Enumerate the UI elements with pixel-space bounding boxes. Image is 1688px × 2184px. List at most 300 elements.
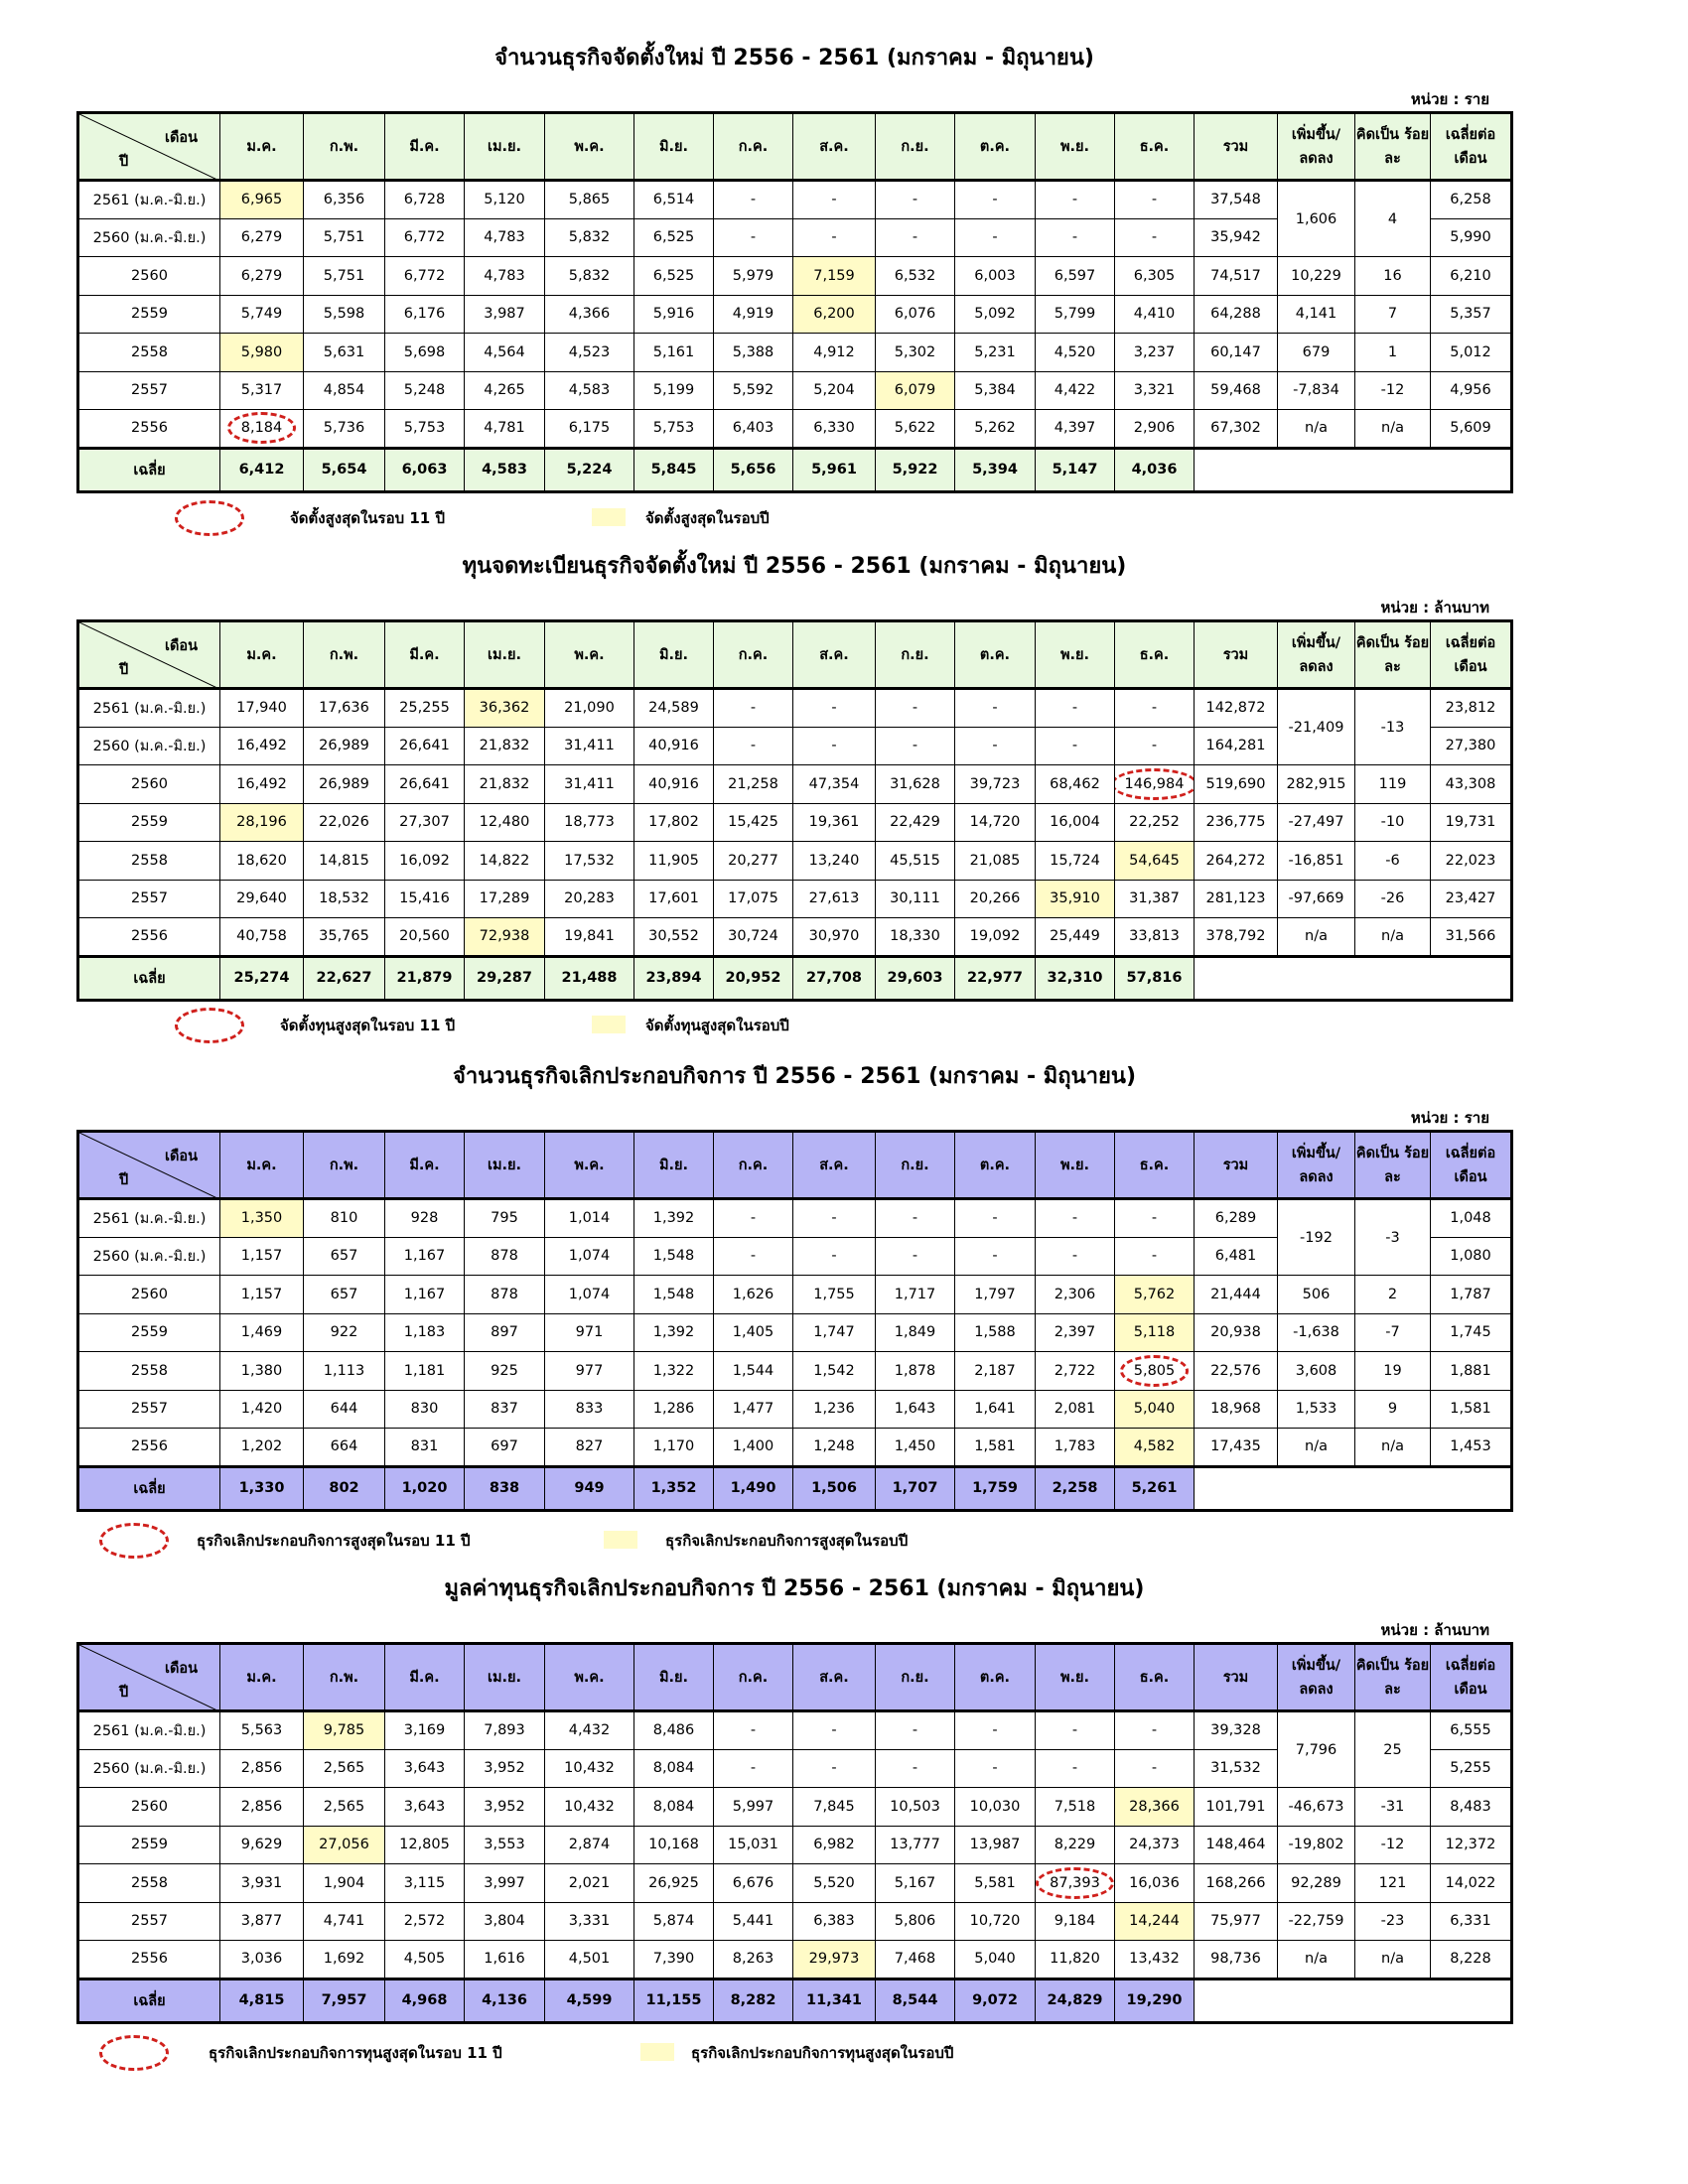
value-cell: 2,906 (1115, 410, 1195, 449)
value-cell: 795 (465, 1199, 545, 1238)
empty-cell (1278, 448, 1355, 491)
value-cell: 5,753 (634, 410, 714, 449)
value-cell: - (876, 181, 955, 219)
total-header: รวม (1195, 1644, 1278, 1711)
value-cell: 5,753 (385, 410, 465, 449)
empty-cell (1431, 1466, 1512, 1510)
month-header: ส.ค. (793, 621, 876, 689)
value-cell: 1,581 (955, 1429, 1036, 1467)
value-cell: 971 (545, 1313, 634, 1352)
average-cell: 29,603 (876, 956, 955, 1000)
month-header: พ.ค. (545, 1132, 634, 1199)
value-cell: 1,170 (634, 1429, 714, 1467)
value-cell: - (876, 218, 955, 257)
total-cell: 281,123 (1195, 880, 1278, 918)
table-title: ทุนจดทะเบียนธุรกิจจัดตั้งใหม่ ปี 2556 - 2561 (มกราคม - มิถุนายน) (462, 554, 1127, 579)
monthly-avg-cell: 1,048 (1431, 1199, 1512, 1238)
value-cell: 3,331 (545, 1902, 634, 1941)
total-cell: 264,272 (1195, 842, 1278, 881)
month-header: ม.ค. (220, 1132, 304, 1199)
month-header: มิ.ย. (634, 113, 714, 181)
year-cell: 2560 (ม.ค.-มิ.ย.) (78, 727, 220, 765)
average-label: เฉลี่ย (78, 956, 220, 1000)
table-row (78, 1313, 1512, 1352)
value-cell: 31,411 (545, 727, 634, 765)
monthly-avg-cell: 19,731 (1431, 803, 1512, 842)
total-cell: 18,968 (1195, 1390, 1278, 1429)
average-cell: 4,815 (220, 1979, 304, 2022)
value-cell: 1,392 (634, 1199, 714, 1238)
legend-box-label: จัดตั้งสูงสุดในรอบปี (645, 509, 770, 527)
diagonal-line (79, 622, 220, 689)
value-cell: 4,912 (793, 334, 876, 372)
value-cell: - (793, 1749, 876, 1788)
legend-box-label: ธุรกิจเลิกประกอบกิจการทุนสูงสุดในรอบปี (691, 2044, 954, 2062)
month-header: ม.ค. (220, 621, 304, 689)
value-cell: 13,987 (955, 1826, 1036, 1864)
value-cell: 657 (304, 1237, 385, 1276)
value-cell: 9,785 (304, 1711, 385, 1750)
percent-cell: -12 (1355, 1826, 1431, 1864)
average-cell: 11,341 (793, 1979, 876, 2022)
monthly-avg-cell: 31,566 (1431, 918, 1512, 957)
change-cell: 7,796 (1278, 1711, 1355, 1788)
legend (0, 498, 1688, 538)
value-cell: 837 (465, 1390, 545, 1429)
value-cell: 3,643 (385, 1788, 465, 1827)
value-cell: 11,905 (634, 842, 714, 881)
value-cell: - (876, 689, 955, 728)
value-cell: 6,772 (385, 257, 465, 296)
monthly-avg-cell: 6,331 (1431, 1902, 1512, 1941)
value-cell: 5,161 (634, 334, 714, 372)
value-cell: 5,751 (304, 218, 385, 257)
value-cell: 810 (304, 1199, 385, 1238)
change-cell: n/a (1278, 918, 1355, 957)
value-cell: 5,698 (385, 334, 465, 372)
value-cell: 4,501 (545, 1941, 634, 1979)
monthly-avg-cell: 6,210 (1431, 257, 1512, 296)
empty-cell (1195, 1979, 1278, 2022)
value-cell: 4,520 (1036, 334, 1115, 372)
change-cell: -46,673 (1278, 1788, 1355, 1827)
month-header: มิ.ย. (634, 621, 714, 689)
value-cell: 5,749 (220, 295, 304, 334)
value-cell: 827 (545, 1429, 634, 1467)
value-cell: - (793, 181, 876, 219)
value-cell: 1,643 (876, 1390, 955, 1429)
change-cell: n/a (1278, 1941, 1355, 1979)
value-cell: 22,429 (876, 803, 955, 842)
value-cell: 68,462 (1036, 765, 1115, 804)
value-cell: 17,532 (545, 842, 634, 881)
year-cell: 2556 (78, 410, 220, 449)
empty-cell (1278, 956, 1355, 1000)
value-cell: 5,799 (1036, 295, 1115, 334)
header-row (78, 621, 1512, 689)
value-cell: - (876, 1749, 955, 1788)
average-cell: 6,412 (220, 448, 304, 491)
percent-cell: 119 (1355, 765, 1431, 804)
value-cell: 4,505 (385, 1941, 465, 1979)
value-cell: 31,411 (545, 765, 634, 804)
value-cell: 26,989 (304, 765, 385, 804)
month-header: ก.ย. (876, 621, 955, 689)
value-cell: - (714, 1199, 793, 1238)
value-cell: 17,601 (634, 880, 714, 918)
month-header: ก.ค. (714, 113, 793, 181)
table-row (78, 842, 1512, 881)
year-cell: 2559 (78, 1313, 220, 1352)
total-cell: 74,517 (1195, 257, 1278, 296)
value-cell: - (714, 689, 793, 728)
value-cell: 1,588 (955, 1313, 1036, 1352)
value-cell: 1,181 (385, 1352, 465, 1391)
monthly-avg-cell: 8,483 (1431, 1788, 1512, 1827)
value-cell: 25,255 (385, 689, 465, 728)
value-cell: - (793, 727, 876, 765)
diagonal-line (79, 114, 220, 181)
corner-year-label: ปี (119, 154, 129, 170)
month-header: ส.ค. (793, 1644, 876, 1711)
value-cell: 3,931 (220, 1864, 304, 1903)
value-cell: 19,361 (793, 803, 876, 842)
value-cell: 1,548 (634, 1237, 714, 1276)
value-cell: 1,544 (714, 1352, 793, 1391)
corner-year-label: ปี (119, 662, 129, 678)
percent-cell: 121 (1355, 1864, 1431, 1903)
value-cell: 1,747 (793, 1313, 876, 1352)
monthly-avg-cell: 5,990 (1431, 218, 1512, 257)
change-cell: n/a (1278, 410, 1355, 449)
table-row (78, 1788, 1512, 1827)
change-cell: -192 (1278, 1199, 1355, 1276)
value-cell (1036, 1864, 1115, 1903)
value-cell: - (876, 1237, 955, 1276)
value-cell: 8,229 (1036, 1826, 1115, 1864)
value-cell: 3,321 (1115, 371, 1195, 410)
monthly-avg-cell: 5,012 (1431, 334, 1512, 372)
value-cell: 4,582 (1115, 1429, 1195, 1467)
value-cell: 17,075 (714, 880, 793, 918)
value-cell: 6,003 (955, 257, 1036, 296)
month-header: ก.ย. (876, 1644, 955, 1711)
value-cell: 4,366 (545, 295, 634, 334)
value-cell (220, 410, 304, 449)
value-cell: 6,200 (793, 295, 876, 334)
value-cell: 12,805 (385, 1826, 465, 1864)
value-cell: 16,492 (220, 727, 304, 765)
empty-cell (1355, 448, 1431, 491)
value-cell: 16,092 (385, 842, 465, 881)
month-header: พ.ย. (1036, 113, 1115, 181)
value-cell (1115, 1352, 1195, 1391)
table-row (78, 1941, 1512, 1979)
total-cell: 378,792 (1195, 918, 1278, 957)
month-header: มิ.ย. (634, 1644, 714, 1711)
month-header: ก.ย. (876, 1132, 955, 1199)
month-header: ก.พ. (304, 1132, 385, 1199)
total-header: รวม (1195, 113, 1278, 181)
value-cell: 833 (545, 1390, 634, 1429)
value-cell: - (714, 727, 793, 765)
value-cell: 14,244 (1115, 1902, 1195, 1941)
value-cell: 30,724 (714, 918, 793, 957)
value-cell: - (955, 727, 1036, 765)
percent-cell: -6 (1355, 842, 1431, 881)
monthly-avg-cell: 1,745 (1431, 1313, 1512, 1352)
value-cell: 5,167 (876, 1864, 955, 1903)
value-cell: 27,307 (385, 803, 465, 842)
value-cell: 5,736 (304, 410, 385, 449)
month-header: ส.ค. (793, 1132, 876, 1199)
monthly-avg-cell: 1,881 (1431, 1352, 1512, 1391)
record-high-marker: 87,393 (1050, 1874, 1100, 1891)
average-row (78, 448, 1512, 491)
value-cell: 31,387 (1115, 880, 1195, 918)
legend-circle-icon (99, 2035, 169, 2071)
table-row (78, 689, 1512, 728)
value-cell: 13,432 (1115, 1941, 1195, 1979)
value-cell: 26,641 (385, 765, 465, 804)
value-cell: 27,613 (793, 880, 876, 918)
value-cell: 4,783 (465, 218, 545, 257)
value-cell: 925 (465, 1352, 545, 1391)
average-cell: 9,072 (955, 1979, 1036, 2022)
value-cell: 6,330 (793, 410, 876, 449)
change-cell: 3,608 (1278, 1352, 1355, 1391)
monthly-avg-cell: 6,555 (1431, 1711, 1512, 1750)
average-cell: 5,147 (1036, 448, 1115, 491)
value-cell: - (1115, 689, 1195, 728)
corner-month-label: เดือน (165, 638, 198, 654)
monthly-avg-cell: 1,581 (1431, 1390, 1512, 1429)
average-cell: 5,224 (545, 448, 634, 491)
year-cell: 2561 (ม.ค.-มิ.ย.) (78, 689, 220, 728)
value-cell: 1,380 (220, 1352, 304, 1391)
value-cell: 6,965 (220, 181, 304, 219)
change-cell: 679 (1278, 334, 1355, 372)
total-cell: 75,977 (1195, 1902, 1278, 1941)
header-row (78, 113, 1512, 181)
total-cell: 17,435 (1195, 1429, 1278, 1467)
value-cell: 5,598 (304, 295, 385, 334)
value-cell: 10,168 (634, 1826, 714, 1864)
total-cell: 59,468 (1195, 371, 1278, 410)
value-cell: 18,330 (876, 918, 955, 957)
data-table (76, 619, 1513, 1002)
monthly-avg-cell: 23,427 (1431, 880, 1512, 918)
value-cell: - (1036, 181, 1115, 219)
average-cell: 5,654 (304, 448, 385, 491)
value-cell: 21,090 (545, 689, 634, 728)
average-cell: 838 (465, 1466, 545, 1510)
value-cell: 922 (304, 1313, 385, 1352)
month-header: ก.ค. (714, 621, 793, 689)
percent-cell: n/a (1355, 918, 1431, 957)
total-cell: 142,872 (1195, 689, 1278, 728)
month-header: ม.ค. (220, 113, 304, 181)
average-cell: 22,977 (955, 956, 1036, 1000)
legend-circle-icon (99, 1523, 169, 1559)
legend-box-label: จัดตั้งทุนสูงสุดในรอบปี (645, 1017, 789, 1034)
month-header: มี.ค. (385, 113, 465, 181)
change-cell: 1,533 (1278, 1390, 1355, 1429)
value-cell: 8,486 (634, 1711, 714, 1750)
value-cell: 1,157 (220, 1276, 304, 1314)
value-cell: 6,982 (793, 1826, 876, 1864)
percent-cell: 4 (1355, 181, 1431, 257)
value-cell: 6,279 (220, 257, 304, 296)
value-cell: 24,589 (634, 689, 714, 728)
value-cell: 40,916 (634, 727, 714, 765)
value-cell: 1,236 (793, 1390, 876, 1429)
monthly-avg-header: เฉลี่ยต่อ เดือน (1431, 1644, 1512, 1711)
value-cell: 4,781 (465, 410, 545, 449)
table-section (0, 548, 1688, 1064)
average-cell: 5,261 (1115, 1466, 1195, 1510)
value-cell: - (955, 1711, 1036, 1750)
value-cell: 25,449 (1036, 918, 1115, 957)
unit-label: หน่วย : ล้านบาท (1380, 1621, 1489, 1639)
value-cell: 26,641 (385, 727, 465, 765)
value-cell: 18,532 (304, 880, 385, 918)
average-cell: 5,961 (793, 448, 876, 491)
value-cell: 40,916 (634, 765, 714, 804)
value-cell: 12,480 (465, 803, 545, 842)
percent-cell: n/a (1355, 1941, 1431, 1979)
month-header: ต.ค. (955, 621, 1036, 689)
monthly-avg-cell: 12,372 (1431, 1826, 1512, 1864)
value-cell: 14,815 (304, 842, 385, 881)
total-cell: 164,281 (1195, 727, 1278, 765)
value-cell: 17,940 (220, 689, 304, 728)
average-cell: 25,274 (220, 956, 304, 1000)
value-cell: - (1036, 1711, 1115, 1750)
value-cell: 15,724 (1036, 842, 1115, 881)
value-cell: - (1115, 727, 1195, 765)
value-cell: 1,692 (304, 1941, 385, 1979)
change-cell: -21,409 (1278, 689, 1355, 765)
month-header: พ.ค. (545, 1644, 634, 1711)
average-cell: 802 (304, 1466, 385, 1510)
year-cell: 2560 (ม.ค.-มิ.ย.) (78, 218, 220, 257)
value-cell: 1,641 (955, 1390, 1036, 1429)
year-cell: 2561 (ม.ค.-มิ.ย.) (78, 181, 220, 219)
table-row (78, 257, 1512, 296)
year-cell: 2559 (78, 1826, 220, 1864)
percent-cell: 2 (1355, 1276, 1431, 1314)
value-cell: - (1115, 1711, 1195, 1750)
value-cell: - (1115, 218, 1195, 257)
average-cell: 1,506 (793, 1466, 876, 1510)
value-cell: 4,854 (304, 371, 385, 410)
month-header: ธ.ค. (1115, 1132, 1195, 1199)
average-cell: 1,759 (955, 1466, 1036, 1510)
table-row (78, 1711, 1512, 1750)
value-cell: 4,422 (1036, 371, 1115, 410)
percent-header: คิดเป็น ร้อยละ (1355, 621, 1431, 689)
table-row (78, 1199, 1512, 1238)
value-cell: 2,306 (1036, 1276, 1115, 1314)
value-cell: 8,084 (634, 1749, 714, 1788)
year-cell: 2556 (78, 1429, 220, 1467)
value-cell: 878 (465, 1237, 545, 1276)
table-title: จำนวนธุรกิจเลิกประกอบกิจการ ปี 2556 - 2561 (มกราคม - มิถุนายน) (452, 1064, 1136, 1089)
value-cell: - (714, 1237, 793, 1276)
value-cell: - (1115, 1199, 1195, 1238)
percent-cell: -7 (1355, 1313, 1431, 1352)
month-header: มิ.ย. (634, 1132, 714, 1199)
corner-month-label: เดือน (165, 1149, 198, 1164)
value-cell: 17,802 (634, 803, 714, 842)
value-cell: 1,157 (220, 1237, 304, 1276)
value-cell: 30,970 (793, 918, 876, 957)
change-cell: -16,851 (1278, 842, 1355, 881)
value-cell: 664 (304, 1429, 385, 1467)
table-section (0, 40, 1688, 556)
percent-header: คิดเป็น ร้อยละ (1355, 1132, 1431, 1199)
average-cell: 1,707 (876, 1466, 955, 1510)
table-title: มูลค่าทุนธุรกิจเลิกประกอบกิจการ ปี 2556 - 2561 (มกราคม - มิถุนายน) (444, 1576, 1145, 1601)
value-cell: 1,286 (634, 1390, 714, 1429)
value-cell: 3,237 (1115, 334, 1195, 372)
year-cell: 2558 (78, 1864, 220, 1903)
change-cell: -97,669 (1278, 880, 1355, 918)
monthly-avg-cell: 22,023 (1431, 842, 1512, 881)
value-cell: - (955, 1237, 1036, 1276)
value-cell: 5,441 (714, 1902, 793, 1941)
header-row (78, 1644, 1512, 1711)
empty-cell (1278, 1979, 1355, 2022)
value-cell: 2,874 (545, 1826, 634, 1864)
record-high-marker: 8,184 (240, 420, 283, 437)
value-cell: 45,515 (876, 842, 955, 881)
value-cell: 2,397 (1036, 1313, 1115, 1352)
month-header: ต.ค. (955, 1644, 1036, 1711)
average-cell: 4,599 (545, 1979, 634, 2022)
value-cell: - (714, 1749, 793, 1788)
empty-cell (1195, 1466, 1278, 1510)
percent-cell: 16 (1355, 257, 1431, 296)
month-header: มี.ค. (385, 1132, 465, 1199)
value-cell (1115, 765, 1195, 804)
change-cell: -27,497 (1278, 803, 1355, 842)
value-cell: 1,755 (793, 1276, 876, 1314)
value-cell: 2,081 (1036, 1390, 1115, 1429)
year-cell: 2560 (ม.ค.-มิ.ย.) (78, 1237, 220, 1276)
monthly-avg-header: เฉลี่ยต่อ เดือน (1431, 113, 1512, 181)
value-cell: 1,183 (385, 1313, 465, 1352)
average-cell: 5,922 (876, 448, 955, 491)
monthly-avg-cell: 4,956 (1431, 371, 1512, 410)
value-cell: - (955, 689, 1036, 728)
monthly-avg-cell: 5,609 (1431, 410, 1512, 449)
value-cell: 21,832 (465, 727, 545, 765)
monthly-avg-header: เฉลี่ยต่อ เดือน (1431, 621, 1512, 689)
value-cell: 1,074 (545, 1276, 634, 1314)
value-cell: 3,169 (385, 1711, 465, 1750)
value-cell: - (714, 218, 793, 257)
value-cell: 15,031 (714, 1826, 793, 1864)
value-cell: 4,265 (465, 371, 545, 410)
month-header: เม.ย. (465, 1132, 545, 1199)
value-cell: 10,720 (955, 1902, 1036, 1941)
value-cell: 1,420 (220, 1390, 304, 1429)
percent-header: คิดเป็น ร้อยละ (1355, 113, 1431, 181)
value-cell: 1,797 (955, 1276, 1036, 1314)
average-row (78, 956, 1512, 1000)
